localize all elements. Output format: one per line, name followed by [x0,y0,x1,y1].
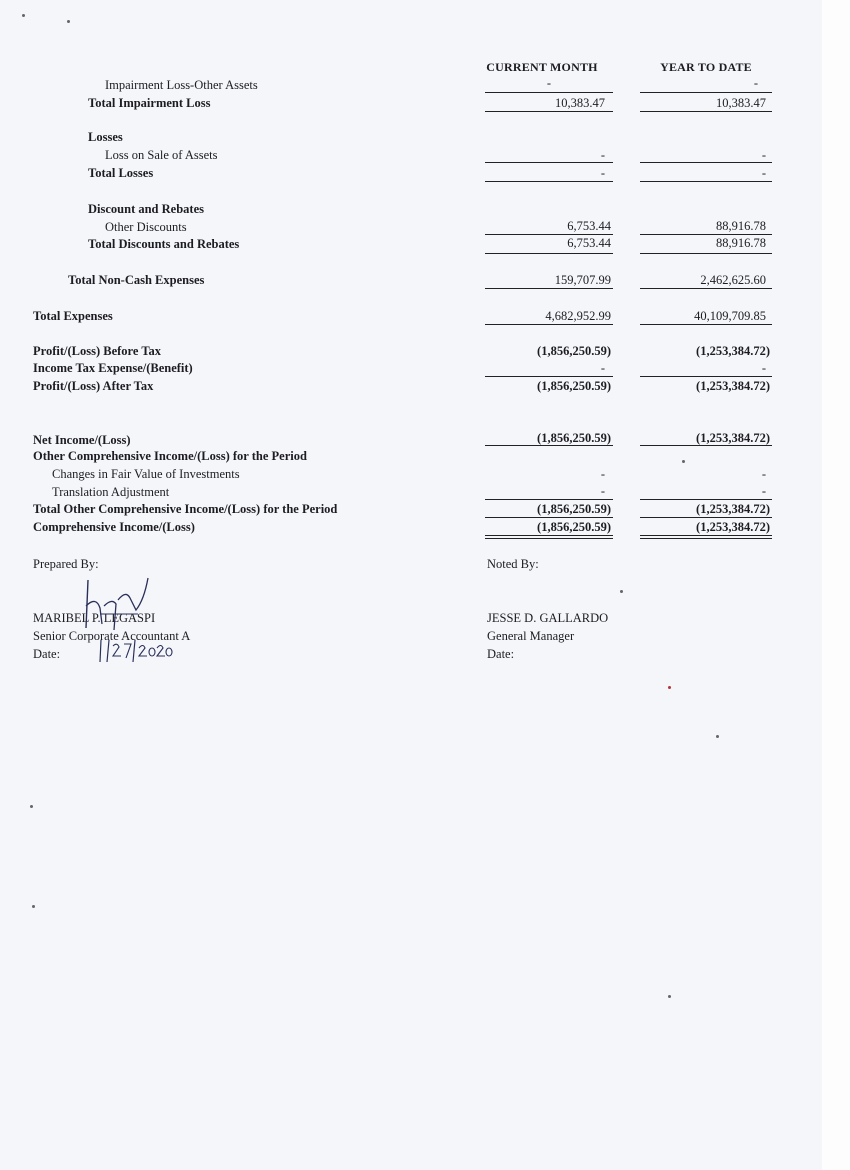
ytd-fair-value-changes: - [761,467,766,481]
label-total-discounts: Total Discounts and Rebates [88,237,240,251]
rule [485,253,613,254]
scan-speck [682,460,685,463]
rule [485,234,613,235]
ytd-other-discounts: 88,916.78 [716,219,766,233]
approver-date-label: Date: [487,647,515,661]
rule [485,162,613,163]
rule [485,324,613,325]
label-total-noncash: Total Non-Cash Expenses [68,273,205,287]
label-profit-after-tax: Profit/(Loss) After Tax [33,379,154,393]
label-net-income: Net Income/(Loss) [33,433,131,447]
scan-speck [30,805,33,808]
scan-speck [32,905,35,908]
rule [485,517,613,518]
cm-total-discounts: 6,753.44 [567,236,611,250]
cm-loss-sale-assets: - [600,148,605,162]
ytd-total-discounts: 88,916.78 [716,236,766,250]
label-losses-heading: Losses [88,130,123,144]
label-total-expenses: Total Expenses [33,309,113,323]
cm-translation-adj: - [600,484,605,498]
cm-total-noncash: 159,707.99 [554,273,611,287]
label-total-oci: Total Other Comprehensive Income/(Loss) for the Period [33,502,338,516]
cm-net-income: (1,856,250.59) [537,431,611,445]
cm-impairment-other: - [546,76,552,90]
scan-speck [668,995,671,998]
rule [640,234,772,235]
rule [485,499,613,500]
preparer-date-label: Date: [33,647,61,661]
label-discount-heading: Discount and Rebates [88,202,204,216]
scan-speck [22,14,25,17]
label-impairment-other: Impairment Loss-Other Assets [105,78,258,92]
label-profit-before-tax: Profit/(Loss) Before Tax [33,344,162,358]
scan-edge [822,0,850,1170]
rule [640,517,772,518]
ytd-loss-sale-assets: - [761,148,766,162]
rule [640,499,772,500]
label-total-impairment: Total Impairment Loss [88,96,211,110]
ytd-total-impairment: 10,383.47 [716,96,766,110]
rule [485,288,613,289]
rule [640,111,772,112]
double-rule [640,535,772,539]
rule [640,288,772,289]
preparer-name: MARIBEL P. LEGASPI [33,611,156,625]
double-rule [485,535,613,539]
label-comprehensive-income: Comprehensive Income/(Loss) [33,520,195,534]
rule [640,253,772,254]
cm-total-oci: (1,856,250.59) [537,502,611,516]
rule [485,181,613,182]
label-oci-heading: Other Comprehensive Income/(Loss) for the Period [33,449,307,463]
scan-speck [67,20,70,23]
rule [485,92,613,93]
cm-income-tax: - [600,361,605,375]
ytd-profit-after-tax: (1,253,384.72) [696,379,770,393]
rule [485,376,613,377]
ytd-translation-adj: - [761,484,766,498]
preparer-title: Senior Corporate Accountant A [33,629,191,643]
rule [485,445,613,446]
rule [640,92,772,93]
cm-profit-after-tax: (1,856,250.59) [537,379,611,393]
handwritten-date [95,638,175,664]
cm-comprehensive-income: (1,856,250.59) [537,520,611,534]
label-other-discounts: Other Discounts [105,220,187,234]
noted-by-caption: Noted By: [487,557,539,571]
approver-title: General Manager [487,629,575,643]
ytd-comprehensive-income: (1,253,384.72) [696,520,770,534]
cm-total-expenses: 4,682,952.99 [545,309,611,323]
cm-profit-before-tax: (1,856,250.59) [537,344,611,358]
label-fair-value-changes: Changes in Fair Value of Investments [52,467,240,481]
scan-speck [668,686,671,689]
header-year-to-date: YEAR TO DATE [660,60,752,74]
ytd-net-income: (1,253,384.72) [696,431,770,445]
approver-name: JESSE D. GALLARDO [487,611,609,625]
handwritten-signature [78,570,168,642]
label-total-losses: Total Losses [88,166,154,180]
rule [640,181,772,182]
rule [485,111,613,112]
ytd-total-noncash: 2,462,625.60 [700,273,766,287]
cm-fair-value-changes: - [600,467,605,481]
label-income-tax: Income Tax Expense/(Benefit) [33,361,193,375]
ytd-total-losses: - [761,166,766,180]
label-loss-sale-assets: Loss on Sale of Assets [105,148,218,162]
scan-speck [620,590,623,593]
cm-total-impairment: 10,383.47 [555,96,605,110]
rule [640,162,772,163]
rule [640,445,772,446]
ytd-total-oci: (1,253,384.72) [696,502,770,516]
rule [640,376,772,377]
rule [640,324,772,325]
header-current-month: CURRENT MONTH [486,60,598,74]
ytd-income-tax: - [761,361,766,375]
ytd-profit-before-tax: (1,253,384.72) [696,344,770,358]
cm-total-losses: - [600,166,605,180]
prepared-by-caption: Prepared By: [33,557,99,571]
cm-other-discounts: 6,753.44 [567,219,611,233]
ytd-total-expenses: 40,109,709.85 [694,309,766,323]
scan-speck [716,735,719,738]
label-translation-adj: Translation Adjustment [52,485,170,499]
ytd-impairment-other: - [753,76,758,90]
